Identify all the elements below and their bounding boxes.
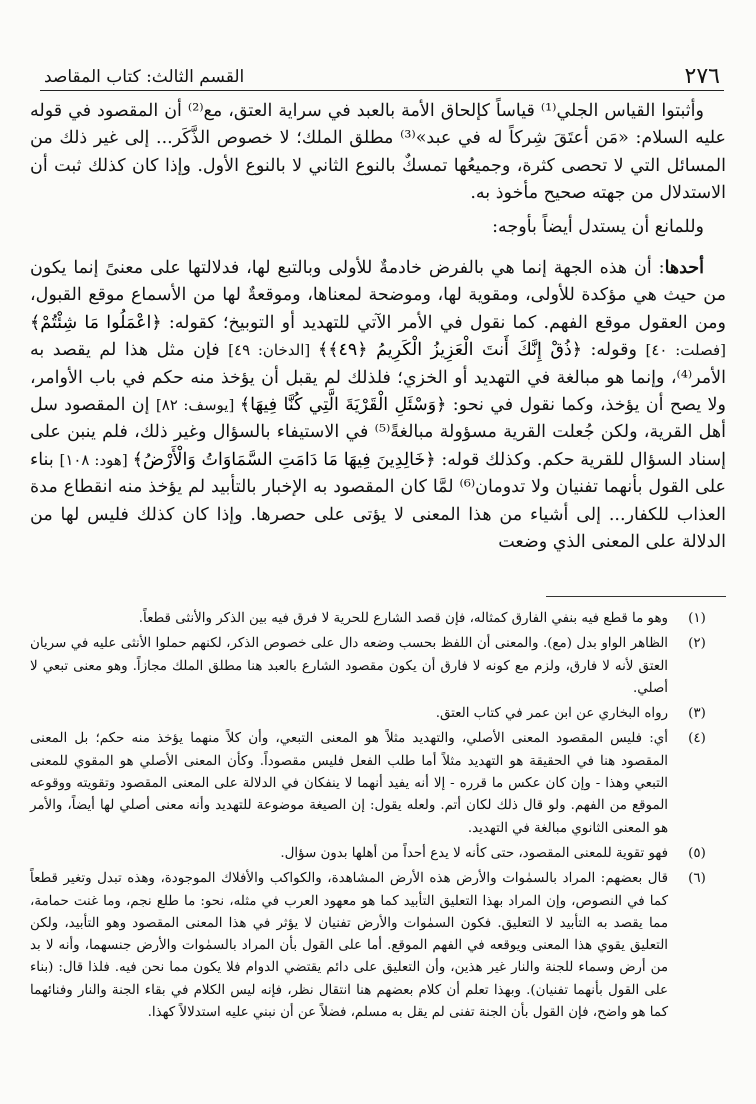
quran-quote: ﴿خَالِدِينَ فِيهَا مَا دَامَتِ السَّمَاوَاتُ وَالْأَرْضُ﴾ [132,449,436,470]
verse-reference: [فصلت: ٤٠] [645,341,726,360]
paragraph-first-aspect [30,255,726,556]
section-title: القسم الثالث: كتاب المقاصد [44,67,245,87]
footnote-text: فهو تقوية للمعنى المقصود، حتى كأنه لا يدع أحداً من أهلها بدون سؤال. [280,845,668,861]
paragraph-objector: وللمانع أن يستدل أيضاً بأوجه: [492,216,704,237]
main-text [30,98,726,557]
footnote-text: قال بعضهم: المراد بالسمٰوات والأرض هذه الأرض المشاهدة، والكواكب والأفلاك الموجودة، وهذه تبدل وتغير قطعاً كما في النصوص، وإن المراد بهذا التعليق التأبيد كما هو معهود العرب في مثله، نحو: ما طلع نجم، وما غنت حمامة، مما يقصد به التأبيد لا التعليق. فكون السمٰوات والأرض تفنيان لا يؤثر في هذا المعنى المقصود وهو التأبيد، ولكن التعليق يقوي هذا المعنى ويوقعه في الفهم الموقع. أما على القول بأن المراد بالسمٰوات والأرض جنسهما، وأنه لا بد من أرض وسماء للجنة والنار غير هذين، وأن التعليق على دائم يقتضي الدوام فلا يكون مما نحن فيه. فلذا قال: (بناء على القول بأنهما تفنيان). وبهذا تعلم أن كلام بعضهم هنا انتقال نظر، فإنه ليس الكلام في بقاء الجنة والنار وفنائهما كما هو واضح، فإن القول بأن الجنة تفنى لم يقل به مسلم، فضلاً عن أن نبني عليه استدلالاً كهذا. [30,871,668,1021]
text-segment: فإن مثل هذا لم يقصد به الأمر⁽⁴⁾، وإنما هو مبالغة في التهديد أو الخزي؛ فلذلك لم يقبل أن يؤخذ منه حكم في باب الأوامر، ولا يصح أن يؤخذ، وكما نقول في نحو: [30,340,726,416]
verse-reference: [هود: ١٠٨] [59,450,133,469]
footnote [30,608,726,630]
footnote-number: (٦) [688,871,706,887]
page-number: ٢٧٦ [684,64,720,89]
verse-reference: [الدخان: ٤٩] [228,341,318,360]
quran-quote: ﴿وَسْئَلِ الْقَرْيَةَ الَّتِي كُنَّا فِيهَا﴾ [239,395,447,416]
footnote [30,843,726,865]
running-header [40,60,724,91]
quran-quote: ﴿ذُقْ إِنَّكَ أَنتَ الْعَزِيزُ الْكَرِيمُ ﴿٤٩﴾﴾ [317,340,583,361]
text-segment: بناء على القول بأنهما تفنيان ولا تدومان⁽⁶⁾ لمَّا كان المقصود به الإخبار بالتأبيد لم يؤخذ منه انقطاع مدة العذاب للكفار... إلى أشياء من هذا المعنى لا يؤتى على حصرها. وإذا كان كذلك فليس لها من الدلالة على المعنى الذي وضعت [30,449,726,553]
footnote [30,633,726,700]
text-segment: : أن هذه الجهة إنما هي بالفرض خادمةٌ للأولى وبالتبع لها، فدلالتها على معنىً إنما يكون من حيث هي مؤكدة للأولى، ومقوية لها، وموضحة لمعناها، وموقعةٌ لها من الأسماع موقع القبول، ومن العقول موقع الفهم. كما نقول في الأمر الآتي للتهديد أو التوبيخ؛ كقوله: [30,258,726,333]
footnote-number: (١) [688,611,706,626]
footnote-text: الظاهر الواو بدل (مع). والمعنى أن اللفظ بحسب وضعه دال على خصوص الذكر، لكنهم حملوا الأنثى عليه في سريان العتق لأنه لا فارق، ولزم مع كونه لا فارق أن يكون مقصود الشارع بالعبد هنا مطلق الملك مجازاً. وهو معنى تبعي لا أصلي. [30,636,668,696]
footnote [30,868,726,1024]
footnote-separator [546,596,726,597]
footnote-number: (٣) [688,706,706,722]
paragraph-analogy: وأثبتوا القياس الجلي⁽¹⁾ قياساً كإلحاق الأمة بالعبد في سراية العتق، مع⁽²⁾ أن المقصود في قوله عليه السلام: «مَن أعتَقَ شِركاً له في عبد»⁽³⁾ مطلق الملك؛ لا خصوص الذَّكَر... إلى غير ذلك من المسائل التي لا تحصى كثرة، وجميعُها تمسكٌ بالنوع الثاني لا بالنوع الأول. وإذا كان كذلك ثبت أن الاستدلال من جهته صحيح مأخوذ به. [30,101,727,204]
text-segment: وقوله: [582,340,646,361]
footnote-number: (٥) [688,845,706,861]
footnote [30,728,726,839]
footnote [30,703,726,725]
footnote-number: (٤) [688,731,706,747]
footnote-text: أي: فليس المقصود المعنى الأصلي، والتهديد مثلاً هو المعنى التبعي، وأن كلاً منهما يؤخذ منه حكم؛ بل المعنى المقصود هنا في الحقيقة هو التهديد مثلاً أما طلب الفعل فليس مقصوداً. وكأن المعنى الأصلي هو المقوي للمعنى التبعي وهذا - وإن كان عكس ما قرره - إلا أنه يفيد أنهما لا ينفكان في الدلالة على المعنى المقصود وتقويته ووقوعه الموقع من الفهم. ولو قال ذلك لكان أتم. ولعله يقول: إن الصيغة موضوعة للتهديد وأنه معنى أصلي لها أيضاً، والأمر هو المعنى الثانوي مبالغة في التهديد. [30,731,668,836]
footnote-text: وهو ما قطع فيه بنفي الفارق كمثاله، فإن قصد الشارع للحرية لا فرق فيه بين الذكر والأنثى قطعاً. [138,611,668,626]
text-segment: إن المقصود سل أهل القرية، ولكن جُعلت القرية مسؤولة مبالغةً⁽⁵⁾ في الاستيفاء بالسؤال وغير ذلك، فلم ينبن على إسناد السؤال للقرية حكم. وكذلك قوله: [30,395,727,470]
verse-reference: [يوسف: ٨٢] [155,396,240,415]
footnote-text: رواه البخاري عن ابن عمر في كتاب العتق. [435,706,668,722]
paragraph-lead: أحدها [664,258,704,279]
footnotes [30,608,726,1027]
footnote-number: (٢) [688,636,706,652]
quran-quote: ﴿اعْمَلُوا مَا شِئْتُمْ﴾ [30,312,162,333]
